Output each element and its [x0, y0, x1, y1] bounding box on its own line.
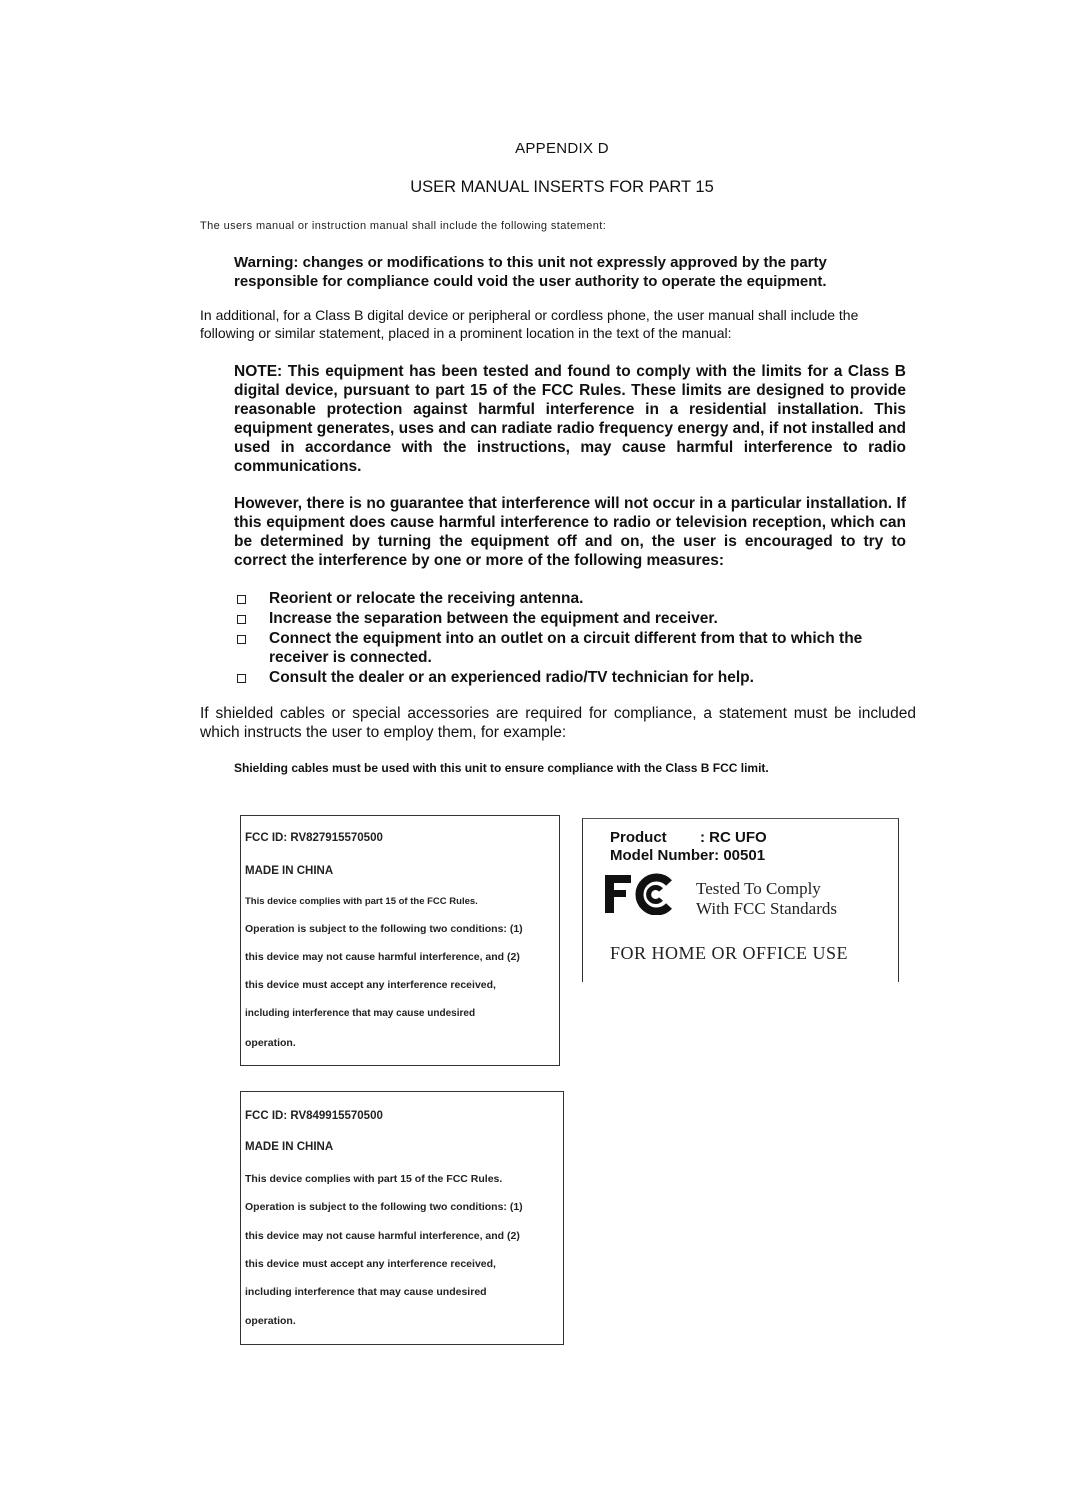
- tested-comply-text: [696, 879, 837, 919]
- list-item: [234, 589, 906, 608]
- fcc-label-2: [240, 1091, 564, 1345]
- measure-text: Connect the equipment into an outlet on a circuit different from that to which the receiver is connected.: [269, 630, 863, 666]
- label-text: operation.: [245, 1315, 296, 1327]
- fcc-id: FCC ID: RV827915570500: [245, 832, 383, 844]
- intro-statement: The users manual or instruction manual shall include the following statement:: [200, 220, 607, 232]
- label-text: including interference that may cause undesired: [245, 1008, 476, 1019]
- product-name-value: : RC UFO: [700, 829, 767, 846]
- list-item: [234, 668, 906, 687]
- product-name-label: Product: [610, 829, 667, 846]
- fcc-note: NOTE: This equipment has been tested and found to comply with the limits for a Class B digital device, pursuant to part 15 of the FCC Rules. These limits are designed to provide reasonable protection against harmful interference in a residential installation. This equipment generates, uses and can radiate radio frequency energy and, if not installed and used in accordance with the instructions, may cause harmful interference to radio communications.: [234, 363, 906, 475]
- made-in: MADE IN CHINA: [245, 1141, 334, 1153]
- model-number: Model Number: 00501: [610, 847, 766, 864]
- label-text: Operation is subject to the following two conditions: (1): [245, 923, 523, 935]
- label-text: this device may not cause harmful interference, and (2): [245, 1230, 520, 1242]
- product-info: [610, 829, 765, 865]
- label-text: Operation is subject to the following two conditions: (1): [245, 1201, 523, 1213]
- shielding-example: Shielding cables must be used with this unit to ensure compliance with the Class B FCC limit.: [234, 761, 769, 775]
- checkbox-square-icon: [237, 674, 246, 683]
- fcc-logo-icon: [605, 873, 677, 915]
- tested-line-1: Tested To Comply: [696, 879, 821, 898]
- label-text: this device must accept any interference received,: [245, 979, 496, 991]
- list-item: [234, 629, 906, 667]
- class-b-paragraph: In additional, for a Class B digital device or peripheral or cordless phone, the user manual shall include the following or similar statement, placed in a prominent location in the text of the manual:: [200, 307, 859, 341]
- label-text: This device complies with part 15 of the FCC Rules.: [245, 1173, 503, 1185]
- home-office-use: FOR HOME OR OFFICE USE: [610, 943, 849, 963]
- label-text: operation.: [245, 1037, 296, 1049]
- fcc-label-1: [240, 815, 560, 1066]
- fcc-id: FCC ID: RV849915570500: [245, 1110, 383, 1122]
- product-label: [582, 818, 899, 982]
- appendix-heading: APPENDIX D: [515, 140, 609, 157]
- page-title: USER MANUAL INSERTS FOR PART 15: [410, 178, 714, 196]
- label-text: this device may not cause harmful interference, and (2): [245, 951, 520, 963]
- tested-line-2: With FCC Standards: [696, 899, 837, 918]
- label-text: including interference that may cause undesired: [245, 1286, 487, 1298]
- checkbox-square-icon: [237, 615, 246, 624]
- checkbox-square-icon: [237, 595, 246, 604]
- warning-statement: Warning: changes or modifications to this unit not expressly approved by the party responsible for compliance could void the user authority to operate the equipment.: [234, 254, 827, 290]
- shielded-paragraph: If shielded cables or special accessories are required for compliance, a statement must be included which instructs the user to employ them, for example:: [200, 705, 916, 741]
- checkbox-square-icon: [237, 635, 246, 644]
- label-text: this device must accept any interference received,: [245, 1258, 496, 1270]
- made-in: MADE IN CHINA: [245, 865, 334, 877]
- list-item: [234, 609, 906, 628]
- however-paragraph: However, there is no guarantee that interference will not occur in a particular installation. If this equipment does cause harmful interference to radio or television reception, which can be determined by turning the equipment off and on, the user is encouraged to try to correct the interference by one or more of the following measures:: [234, 495, 906, 569]
- measure-text: Consult the dealer or an experienced radio/TV technician for help.: [269, 669, 754, 686]
- measure-text: Increase the separation between the equipment and receiver.: [269, 610, 718, 627]
- label-text: This device complies with part 15 of the FCC Rules.: [245, 896, 478, 907]
- product-row: [610, 829, 765, 847]
- measures-list: [234, 589, 906, 688]
- measure-text: Reorient or relocate the receiving antenna.: [269, 590, 584, 607]
